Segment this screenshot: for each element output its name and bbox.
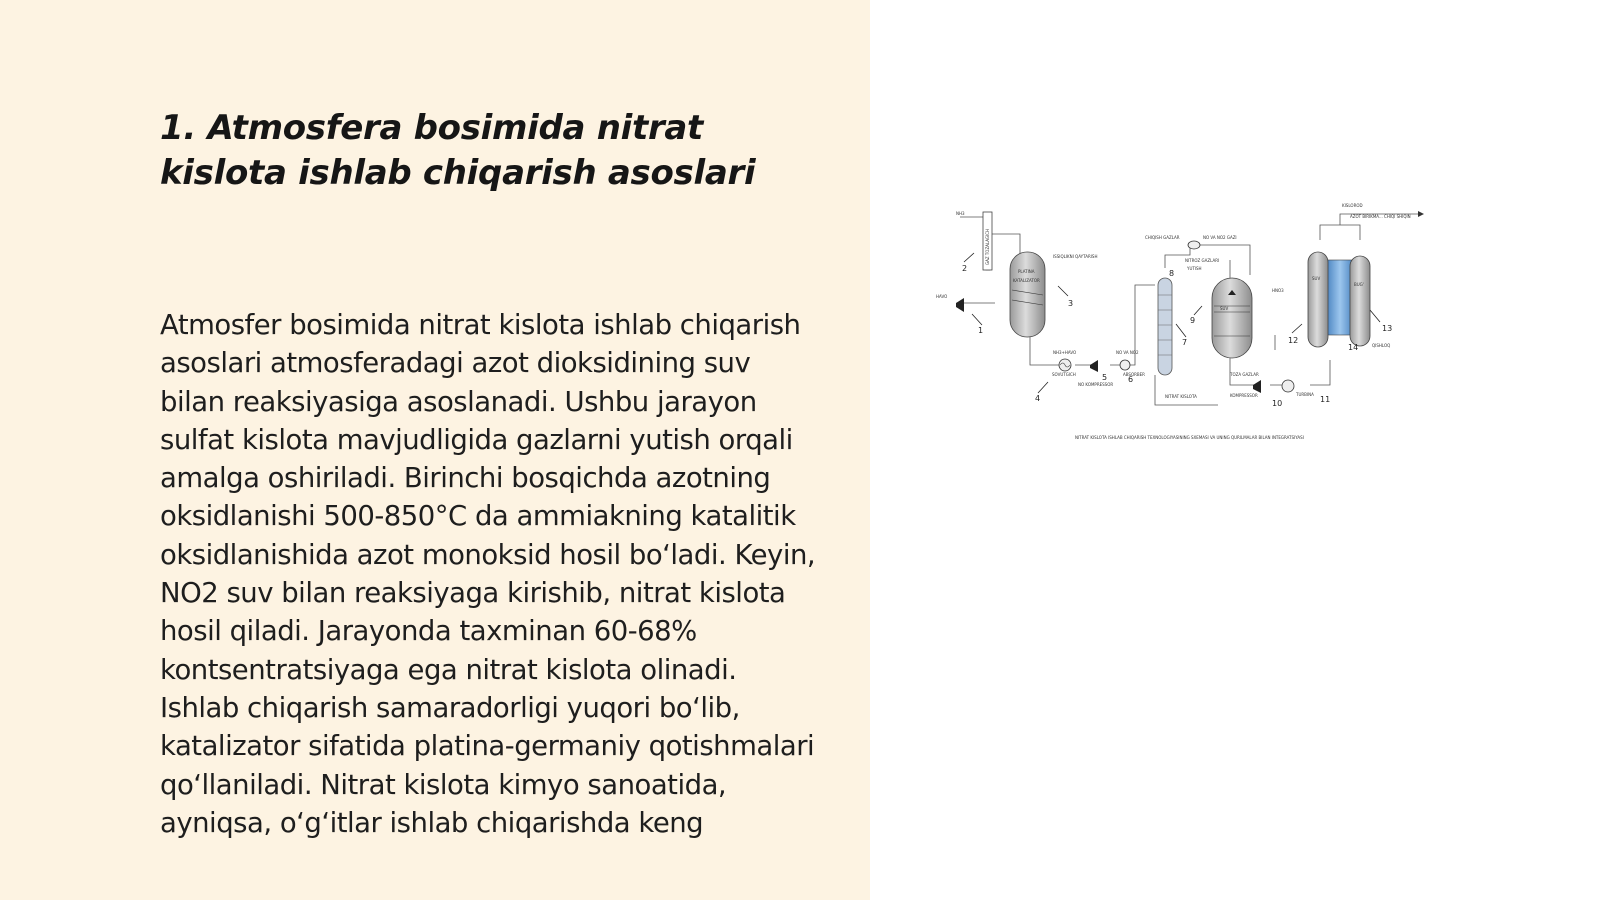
output-arrow-icon	[1418, 211, 1424, 217]
platina-label: PLATINA	[1018, 269, 1035, 274]
callout-6: 6	[1128, 375, 1134, 384]
filter-label: GAZ TOZALAGICH	[985, 229, 990, 265]
exhaust-gases-label: CHIQISH GAZLAR	[1145, 235, 1180, 240]
no-compressor-label: NO KOMPRESSOR	[1078, 382, 1114, 387]
compressor-label: KOMPRESSOR	[1230, 393, 1258, 398]
nh3-label: NH3	[956, 211, 965, 216]
air-compressor-icon	[956, 298, 964, 312]
absorber-column	[1158, 278, 1172, 375]
top-right-label: KISLOROD	[1342, 203, 1363, 208]
turbine-label: TURBINA	[1296, 392, 1314, 397]
nh3-air-label: NH3+HAVO	[1053, 350, 1077, 355]
callout-12: 12	[1288, 336, 1299, 345]
cooler-label: SOVUTGICH	[1052, 372, 1076, 377]
diagram-caption: NITRAT KISLOTA ISHLAB CHIQARISH TEXNOLOGIYASINING SXEMASI VA UNING QURILMALAR BILAN INTEGRATSIYASI	[1075, 435, 1304, 440]
callout-4: 4	[1035, 394, 1041, 403]
water-tyer-label: SUV	[1312, 276, 1321, 281]
absorber-label: ABSORBER	[1123, 372, 1145, 377]
callout-13: 13	[1382, 324, 1393, 333]
product-columns	[1308, 252, 1370, 347]
katalizator-label: KATALIZATOR	[1013, 278, 1040, 283]
steam-label: BUG'	[1354, 282, 1364, 287]
callout-2: 2	[962, 264, 968, 273]
no-cooler-icon	[1120, 360, 1130, 370]
slide-title: 1. Atmosfera bosimida nitrat kislota ishlab chiqarish asoslari	[160, 108, 756, 193]
callout-8: 8	[1169, 269, 1175, 278]
callout-3: 3	[1068, 299, 1074, 308]
bleacher-vessel	[1212, 278, 1252, 358]
process-flow-diagram	[936, 200, 1450, 460]
callout-14: 14	[1348, 343, 1359, 352]
catalyst-reactor	[1010, 252, 1045, 337]
clean-gas-compressor-icon	[1253, 380, 1261, 393]
no-compressor-icon	[1090, 360, 1098, 372]
callout-5: 5	[1102, 373, 1108, 382]
callout-10: 10	[1272, 399, 1283, 408]
callout-11: 11	[1320, 395, 1331, 404]
absorption-label: YUTISH	[1187, 266, 1202, 271]
water-label: SUV	[1220, 306, 1229, 311]
air-label: HAVO	[936, 294, 948, 299]
nitrogen-compounds-label: AZOT BIRIKMA... CHIQI SHIQIN	[1350, 214, 1411, 219]
no-no2-small-label: NO VA NO2	[1116, 350, 1139, 355]
turbine-icon	[1282, 380, 1294, 392]
no-no2-gas-label: NO VA NO2 GAZI	[1203, 235, 1237, 240]
callout-9: 9	[1190, 316, 1196, 325]
heat-recovery-label: ISSIQLIKNI QAYTARISH	[1053, 254, 1098, 259]
callout-1: 1	[978, 326, 984, 335]
slide-body-text: Atmosfer bosimida nitrat kislota ishlab chiqarish asoslari atmosferadagi azot dioksidining suv bilan reaksiyasiga asoslanadi. Ushbu jarayon sulfat kislota mavjudligida gazlarni yutish orqali amalga oshiriladi. Birinchi bosqichda azotning oksidlanishi 500-850°C da ammiakning katalitik oksidlanishida azot monoksid hosil bo‘ladi. Keyin, NO2 suv bilan reaksiyaga kirishib, nitrat kislota hosil qiladi. Jarayonda taxminan 60-68% kontsentratsiyaga ega nitrat kislota olinadi. Ishlab chiqarish samaradorligi yuqori bo‘lib, katalizator sifatida platina-germaniy qotishmalari qo‘llaniladi. Nitrat kislota kimyo sanoatida, ayniqsa, o‘g‘itlar ishlab chiqarishda keng	[160, 309, 816, 839]
hno3-label: HNO3	[1272, 288, 1284, 293]
agriculture-label: QISHLOQ	[1372, 343, 1391, 348]
nitric-acid-label: NITRAT KISLOTA	[1165, 394, 1197, 399]
nitrous-gases-label: NITROZ GAZLARI	[1185, 258, 1220, 263]
callout-7: 7	[1182, 338, 1188, 347]
clean-gases-label: TOZA GAZLAR	[1230, 372, 1259, 377]
exhaust-exchanger-icon	[1188, 241, 1200, 249]
